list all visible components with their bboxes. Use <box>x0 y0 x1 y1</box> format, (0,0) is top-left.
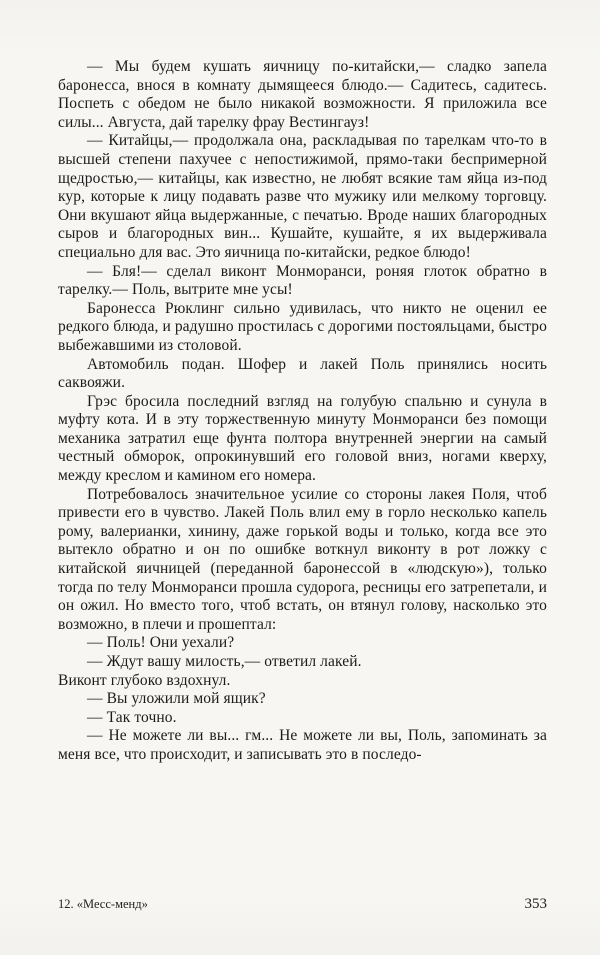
paragraph: — Бля!— сделал виконт Монморанси, роняя глоток обратно в тарелку.— Поль, вытрите мне усы! <box>58 262 547 299</box>
page-text-block <box>58 58 547 765</box>
paragraph: — Китайцы,— продолжала она, раскладывая по тарелкам что-то в высшей степени пахучее с непостижимой, прямо-таки беспримерной щедростью,— китайцы, как известно, не любят всякие там яйца из-под кур, которые к лицу подавать разве что мужику или мелкому торговцу. Они вкушают яйца выдержанные, с печатью. Вроде наших благородных сыров и благородных вин... Кушайте, кушайте, я их выдерживала специально для вас. Это яичница по-китайски, редкое блюдо! <box>58 132 547 261</box>
page-number: 353 <box>524 896 547 912</box>
paragraph: — Ждут вашу милость,— ответил лакей. <box>87 653 362 670</box>
paragraph: — Мы будем кушать яичницу по-китайски,— сладко запела баронесса, внося в комнату дымящееся блюдо.— Садитесь, садитесь. Поспеть с обедом не было никакой возможности. Я приложила все силы... Августа, дай тарелку фрау Вестингауз! <box>58 58 547 131</box>
paragraph: Виконт глубоко вздохнул. <box>58 671 231 689</box>
paragraph: — Поль! Они уехали? <box>87 634 235 652</box>
paragraph: — Не можете ли вы... гм... Не можете ли вы, Поль, запоминать за меня все, что происходит, и записывать это в последо- <box>58 727 547 763</box>
page-footer <box>58 896 547 913</box>
paragraph: — Так точно. <box>87 708 177 726</box>
paragraph: Грэс бросила последний взгляд на голубую спальню и сунула в муфту кота. И в эту торжественную минуту Монморанси без помощи механика затратил еще фунта полтора внутренней энергии на самый честный обморок, опрокинувший его головой вниз, ногами кверху, между креслом и камином его номера. <box>58 392 547 485</box>
paragraph: — Вы уложили мой ящик? <box>87 690 266 708</box>
paragraph: Автомобиль подан. Шофер и лакей Поль принялись носить саквояжи. <box>58 355 547 392</box>
paragraph: Баронесса Рюклинг сильно удивилась, что никто не оценил ее редкого блюда, и радушно простилась с дорогими постояльцами, быстро выбежавшими из столовой. <box>58 299 547 354</box>
paragraph: Потребовалось значительное усилие со стороны лакея Поля, чтоб привести его в чувство. Лакей Поль влил ему в горло несколько капель рому, валерианки, хинину, даже горькой воды и только, когда все это вытекло обратно и он по ошибке воткнул виконту в рот ложку с китайской яичницей (переданной баронессой в «людскую»), только тогда по телу Монморанси прошла судорога, ресницы его затрепетали, и он ожил. Но вместо того, чтоб встать, он втянул голову, насколько это возможно, в плечи и прошептал: <box>58 485 547 633</box>
footer-edition-note: 12. «Месс-менд» <box>58 897 148 911</box>
